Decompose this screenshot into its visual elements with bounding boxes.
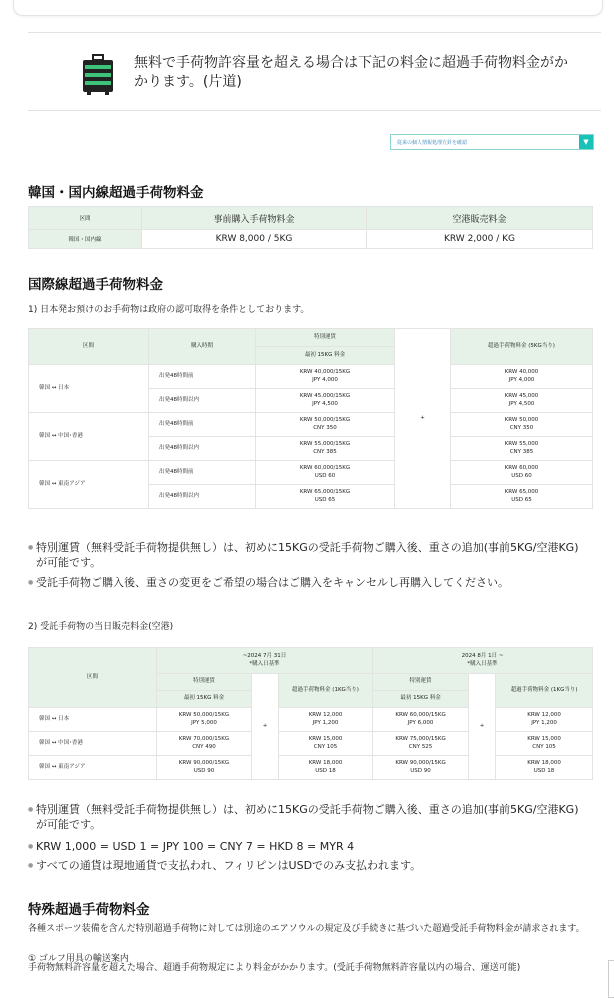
- intl-fee-table: [28, 328, 593, 509]
- special-title: 特殊超過手荷物料金: [28, 902, 150, 918]
- header-cell: 事前購入手荷物料金: [142, 207, 367, 230]
- plus-cell: +: [395, 329, 451, 509]
- period-cell: 出発48時間以内: [149, 437, 256, 461]
- divider: [28, 110, 601, 111]
- header-cell: 購入時期: [149, 329, 256, 365]
- period-cell: 出発48時間以内: [149, 485, 256, 509]
- intl-note-1: 1) 日本発お預けのお手荷物は政府の認可取得を条件としております。: [28, 305, 310, 315]
- fee-cell: KRW 15,000 CNY 105: [279, 732, 373, 756]
- period-cell: 出発48時間前: [149, 365, 256, 389]
- fee-cell: KRW 90,000/15KG USD 90: [373, 756, 469, 780]
- table-row: [29, 756, 593, 780]
- fee-cell: KRW 75,000/15KG CNY 525: [373, 732, 469, 756]
- route-cell: 韓国 ↔ 東南アジア: [29, 756, 157, 780]
- table-row: [29, 461, 593, 485]
- prepaid-fee-cell: KRW 8,000 / 5KG: [142, 230, 367, 249]
- plus-cell: +: [469, 674, 496, 780]
- dropdown-arrow-icon[interactable]: ▼: [579, 135, 593, 149]
- fee-cell: KRW 12,000 JPY 1,200: [279, 708, 373, 732]
- intl-title: 国際線超過手荷物料金: [28, 277, 163, 293]
- fee-cell: KRW 70,000/15KG CNY 490: [157, 732, 252, 756]
- excess-fee-cell: KRW 45,000 JPY 4,500: [451, 389, 593, 413]
- period-cell: 出発48時間前: [149, 413, 256, 437]
- fee-cell: KRW 18,000 USD 18: [496, 756, 593, 780]
- list-item: ● すべての通貨は現地通貨で支払われ、フィリピンはUSDでのみ支払われます。: [28, 859, 422, 872]
- fee-cell: KRW 90,000/15KG USD 90: [157, 756, 252, 780]
- divider: [28, 32, 601, 33]
- excess-fee-cell: KRW 40,000 JPY 4,000: [451, 365, 593, 389]
- special-fee-cell: KRW 60,000/15KG USD 60: [256, 461, 395, 485]
- excess-fee-cell: KRW 50,000 CNY 350: [451, 413, 593, 437]
- route-cell: 韓国 ↔ 中国･香港: [29, 413, 149, 461]
- header-cell: 超過手荷物料金 (1KG当り): [496, 674, 593, 708]
- header-cell: 超過手荷物料金 (1KG当り): [279, 674, 373, 708]
- bullet-icon: ●: [28, 843, 34, 850]
- table-row: [29, 732, 593, 756]
- list-item: ● 特別運賃（無料受託手荷物提供無し）は、初めに15KGの受託手荷物ご購入後、重さの追加(事前5KG/空港KG)が可能です。: [28, 541, 579, 569]
- table-row: [29, 413, 593, 437]
- excess-fee-cell: KRW 65,000 USD 65: [451, 485, 593, 509]
- list-item: ● 特別運賃（無料受託手荷物提供無し）は、初めに15KGの受託手荷物ご購入後、重さの追加(事前5KG/空港KG)が可能です。: [28, 803, 579, 831]
- header-cell: 区間: [29, 648, 157, 708]
- privacy-policy-dropdown[interactable]: [390, 134, 594, 150]
- special-text: 各種スポーツ装備を含んだ特別超過手荷物に対しては別途のエアソウルの規定及び手続きに基づいた超過受託手荷物料金が請求されます。: [28, 924, 585, 934]
- special-fee-cell: KRW 65,000/15KG USD 65: [256, 485, 395, 509]
- header-cell: 特別運賃: [256, 329, 395, 347]
- special-fee-cell: KRW 55,000/15KG CNY 385: [256, 437, 395, 461]
- dropdown-label: 従来の個人情報処理方針を確認: [397, 140, 468, 146]
- period-cell: 出発48時間前: [149, 461, 256, 485]
- period-cell: 出発48時間以内: [149, 389, 256, 413]
- route-cell: 韓国 ↔ 日本: [29, 365, 149, 413]
- excess-fee-cell: KRW 60,000 USD 60: [451, 461, 593, 485]
- fee-cell: KRW 15,000 CNY 105: [496, 732, 593, 756]
- luggage-icon: [81, 54, 115, 96]
- period-header-1: ~2024 7月 31日 *購入日基準: [157, 648, 373, 674]
- golf-heading: ① ゴルフ用具の輸送案内: [28, 954, 129, 964]
- route-cell: 韓国 ↔ 中国･香港: [29, 732, 157, 756]
- header-cell: 区間: [29, 329, 149, 365]
- airport-fee-table: [28, 647, 593, 780]
- header-cell: 最初 15KG 料金: [157, 691, 252, 708]
- intl-note-2: 2) 受託手荷物の当日販売料金(空港): [28, 622, 174, 632]
- table-header-row: [29, 648, 593, 674]
- bullet-icon: ●: [28, 579, 34, 586]
- domestic-fee-table: [28, 206, 593, 249]
- header-cell: 特別運賃: [157, 674, 252, 691]
- period-header-2: 2024 8月 1日 ~ *購入日基準: [373, 648, 593, 674]
- domestic-title: 韓国・国内線超過手荷物料金: [28, 185, 204, 201]
- plus-cell: +: [252, 674, 279, 780]
- table-header-row: [29, 329, 593, 347]
- bullet-icon: ●: [28, 806, 34, 813]
- list-item: ● 受託手荷物ご購入後、重さの変更をご希望の場合はご購入をキャンセルし再購入してください。: [28, 576, 509, 589]
- header-cell: 区間: [29, 207, 142, 230]
- airport-fee-cell: KRW 2,000 / KG: [367, 230, 593, 249]
- table-row: [29, 365, 593, 389]
- table-row: [29, 230, 593, 249]
- bullet-icon: ●: [28, 544, 34, 551]
- fee-cell: KRW 50,000/15KG JPY 5,000: [157, 708, 252, 732]
- notice-text: 無料で手荷物許容量を超える場合は下記の料金に超過手荷物料金がかかります。(片道): [134, 55, 568, 90]
- table-header-row: [29, 207, 593, 230]
- header-cell: 超過手荷物料金 (5KG当り): [451, 329, 593, 365]
- bullet-icon: ●: [28, 862, 34, 869]
- list-item: ● KRW 1,000 = USD 1 = JPY 100 = CNY 7 = HKD 8 = MYR 4: [28, 840, 355, 853]
- fee-cell: KRW 12,000 JPY 1,200: [496, 708, 593, 732]
- top-card: [13, 0, 603, 16]
- table-row: [29, 708, 593, 732]
- header-cell: 空港販売料金: [367, 207, 593, 230]
- golf-text: 手荷物無料許容量を超えた場合、超過手荷物規定により料金がかかります。(受託手荷物無料許容量以内の場合、運送可能): [28, 963, 521, 973]
- special-fee-cell: KRW 40,000/15KG JPY 4,000: [256, 365, 395, 389]
- excess-fee-cell: KRW 55,000 CNY 385: [451, 437, 593, 461]
- route-cell: 韓国 ↔ 日本: [29, 708, 157, 732]
- header-cell: 最初 15KG 料金: [373, 691, 469, 708]
- route-cell: 韓国・国内線: [29, 230, 142, 249]
- scroll-button[interactable]: [608, 960, 614, 998]
- fee-cell: KRW 18,000 USD 18: [279, 756, 373, 780]
- special-fee-cell: KRW 45,000/15KG JPY 4,500: [256, 389, 395, 413]
- special-fee-cell: KRW 50,000/15KG CNY 350: [256, 413, 395, 437]
- header-cell: 最初 15KG 料金: [256, 347, 395, 365]
- fee-cell: KRW 60,000/15KG JPY 6,000: [373, 708, 469, 732]
- header-cell: 特別運賃: [373, 674, 469, 691]
- route-cell: 韓国 ↔ 東南アジア: [29, 461, 149, 509]
